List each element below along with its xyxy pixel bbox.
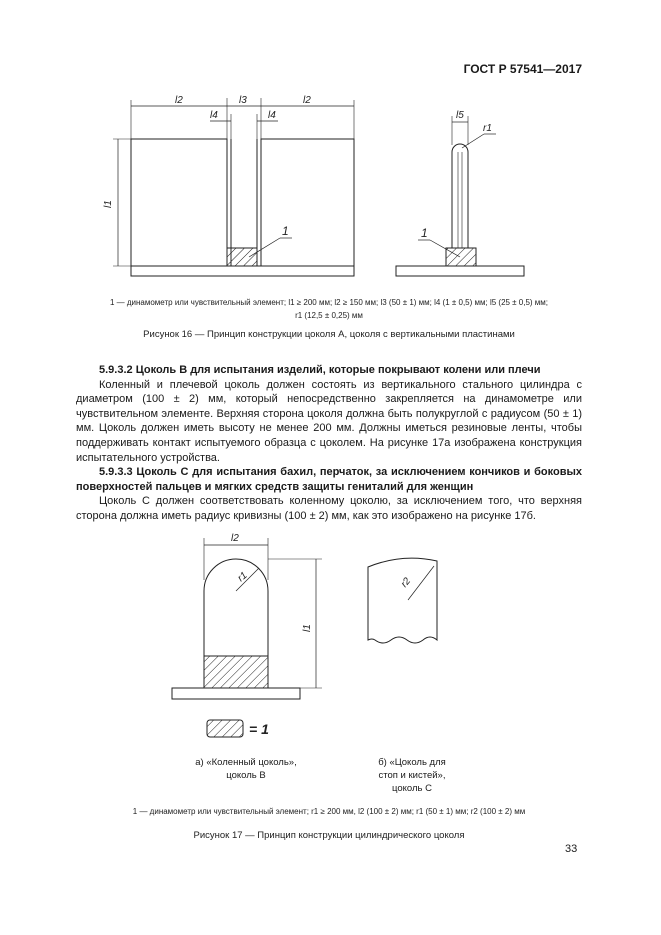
fig17-caption: Рисунок 17 — Принцип конструкции цилиндрического цоколя xyxy=(193,830,465,841)
fig17-sub-b-line3: цоколь C xyxy=(392,783,432,794)
dim-l1: l1 xyxy=(103,200,114,208)
fig17-sub-a xyxy=(176,756,316,782)
dim-l2-left: l2 xyxy=(175,95,183,106)
label-item-1-b: 1 xyxy=(421,226,428,240)
dim-r1-17: r1 xyxy=(235,570,250,585)
fig16-legend-line2: r1 (12,5 ± 0,25) мм xyxy=(295,311,363,320)
fig17-legend: 1 — динамометр или чувствительный элемент; r1 ≥ 200 мм, l2 (100 ± 2) мм; r1 (50 ± 1) мм; r2 (100 ± 2) мм xyxy=(132,807,526,816)
dim-l4-right: l4 xyxy=(268,110,276,121)
fig17-sub-b xyxy=(362,756,462,795)
doc-header: ГОСТ Р 57541—2017 xyxy=(463,62,582,76)
page-number: 33 xyxy=(565,843,578,855)
cylinder-c-section xyxy=(368,558,437,643)
dim-r2-17: r2 xyxy=(398,575,414,590)
legend-hatch-swatch xyxy=(207,720,243,737)
dim-r1: r1 xyxy=(483,123,492,134)
section-5-9-3-3-heading: 5.9.3.3 Цоколь C для испытания бахил, перчаток, за исключением кончиков и боковых поверхностей пальцев и мягких средств защиты гениталий для женщин xyxy=(76,466,582,493)
fig17-sub-b-line1: б) «Цоколь для xyxy=(378,757,446,768)
dim-l2-right: l2 xyxy=(303,95,311,106)
section-5-9-3-2-text: Коленный и плечевой цоколь должен состоять из вертикального стального цилиндра с диаметром (100 ± 2) мм, который непосредственно закрепляется на динамометре или чувствительном элементе. Верхняя сторона цоколя должна быть полукруглой с радиусом (50 ± 1) мм. Цоколь должен иметь высоту не менее 200 мм. Должны иметься резиновые ленты, чтобы поддерживать контакт испытуемого образца с цоколем. На рисунке 17а изображена конструкция испытательного устройства. xyxy=(76,378,582,464)
dim-l4-left: l4 xyxy=(210,110,218,121)
legend-key-label: = 1 xyxy=(249,721,269,737)
dim-l5: l5 xyxy=(456,110,464,121)
fig17-sub-a-line2: цоколь B xyxy=(226,770,266,781)
label-item-1-a: 1 xyxy=(282,224,289,238)
dim-l2-17: l2 xyxy=(231,533,239,544)
fig16-legend-line1: 1 — динамометр или чувствительный элемент; l1 ≥ 200 мм; l2 ≥ 150 мм; l3 (50 ± 1) мм; l4 (1 ± 0,5) мм; l5 (25 ± 0,5) мм; xyxy=(109,298,549,307)
fig17-sub-b-line2: стоп и кистей», xyxy=(378,770,446,781)
dim-l1-17: l1 xyxy=(302,624,313,632)
base-plate-b xyxy=(172,688,300,699)
section-5-9-3-3-text: Цоколь C должен соответствовать коленному цоколю, за исключением того, что верхняя сторона должна иметь радиус кривизны (100 ± 2) мм, как это изображено на рисунке 17б. xyxy=(76,495,582,522)
cylinder-b xyxy=(204,559,268,656)
section-5-9-3-2-heading: 5.9.3.2 Цоколь B для испытания изделий, которые покрывают колени или плечи xyxy=(99,364,541,376)
fig16-caption: Рисунок 16 — Принцип конструкции цоколя A, цоколя с вертикальными пластинами xyxy=(143,329,515,340)
fig17-sub-a-line1: а) «Коленный цоколь», xyxy=(195,757,297,768)
dim-l3: l3 xyxy=(239,95,247,106)
sensor-b xyxy=(204,656,268,688)
